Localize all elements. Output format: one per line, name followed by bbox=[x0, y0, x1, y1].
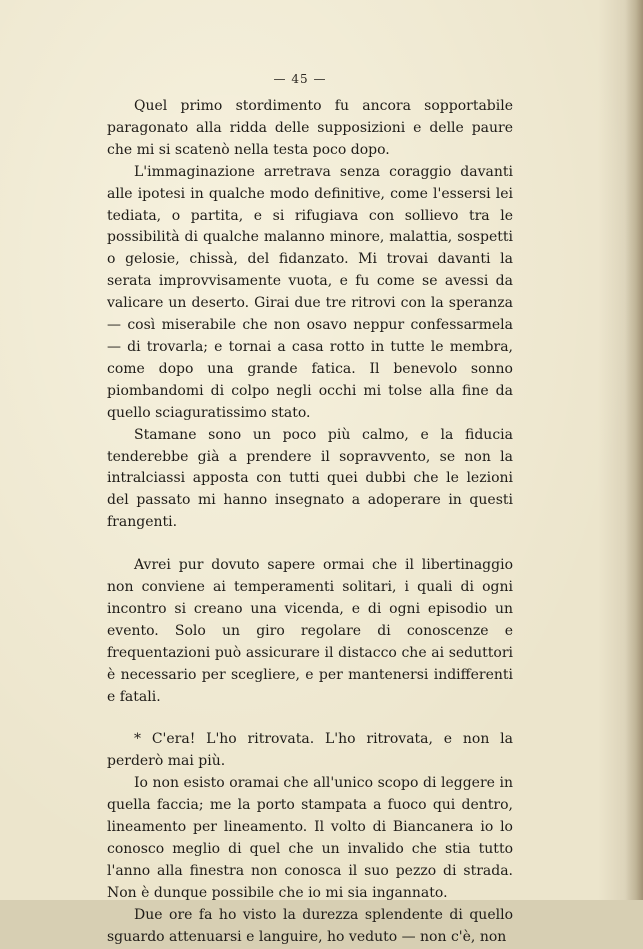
page-number: — 45 — bbox=[273, 72, 327, 86]
body-text bbox=[107, 96, 513, 949]
paragraph: Avrei pur dovuto sapere ormai che il libertinaggio non conviene ai temperamenti solitari, i quali di ogni incontro si creano una vicenda, e di ogni episodio un evento. Solo un giro regolare di conoscenze e frequentazioni può assicurare il distacco che ai seduttori è necessario per scegliere, e per mantenersi indifferenti e fatali. bbox=[107, 557, 513, 705]
paragraph: Due ore fa ho visto la durezza splendente di quello sguardo attenuarsi e languire, ho veduto — non c'è, non bbox=[107, 906, 513, 945]
paragraph: Io non esisto oramai che all'unico scopo di leggere in quella faccia; me la porto stampata a fuoco qui dentro, lineamento per lineamento. Il volto di Biancanera io lo conosco meglio di quel che un invalido che stia tutto l'anno alla finestra non conosca il suo pezzo di strada. Non è dunque possibile che io mi sia ingannato. bbox=[107, 775, 513, 901]
paragraph: L'immaginazione arretrava senza coraggio davanti alle ipotesi in qualche modo definitive, come l'essersi lei tediata, o partita, e si rifugiava con sollievo tra le possibilità di qualche malanno minore, malattia, sospetti o gelosie, chissà, del fidanzato. Mi trovai davanti la serata improvvisamente vuota, e fu come se avessi da valicare un deserto. Girai due tre ritrovi con la speranza — così miserabile che non osavo neppur confessarmela — di trovarla; e tornai a casa rotto in tutte le membra, come dopo una grande fatica. Il benevolo sonno piombandomi di colpo negli occhi mi tolse alla fine da quello sciaguratissimo stato. bbox=[107, 163, 513, 421]
section-break-paragraph: * C'era! L'ho ritrovata. L'ho ritrovata, e non la perderò mai più. bbox=[107, 731, 513, 770]
paragraph: Quel primo stordimento fu ancora sopportabile paragonato alla ridda delle supposizioni e delle paure che mi si scatenò nella testa poco dopo. bbox=[107, 98, 513, 158]
paragraph: Stamane sono un poco più calmo, e la fiducia tenderebbe già a prendere il sopravvento, se non la intralciassi apposta con tutti quei dubbi che le lezioni del passato mi hanno insegnato a adoperare in questi frangenti. bbox=[107, 426, 513, 531]
page-edge-shadow bbox=[625, 0, 643, 900]
